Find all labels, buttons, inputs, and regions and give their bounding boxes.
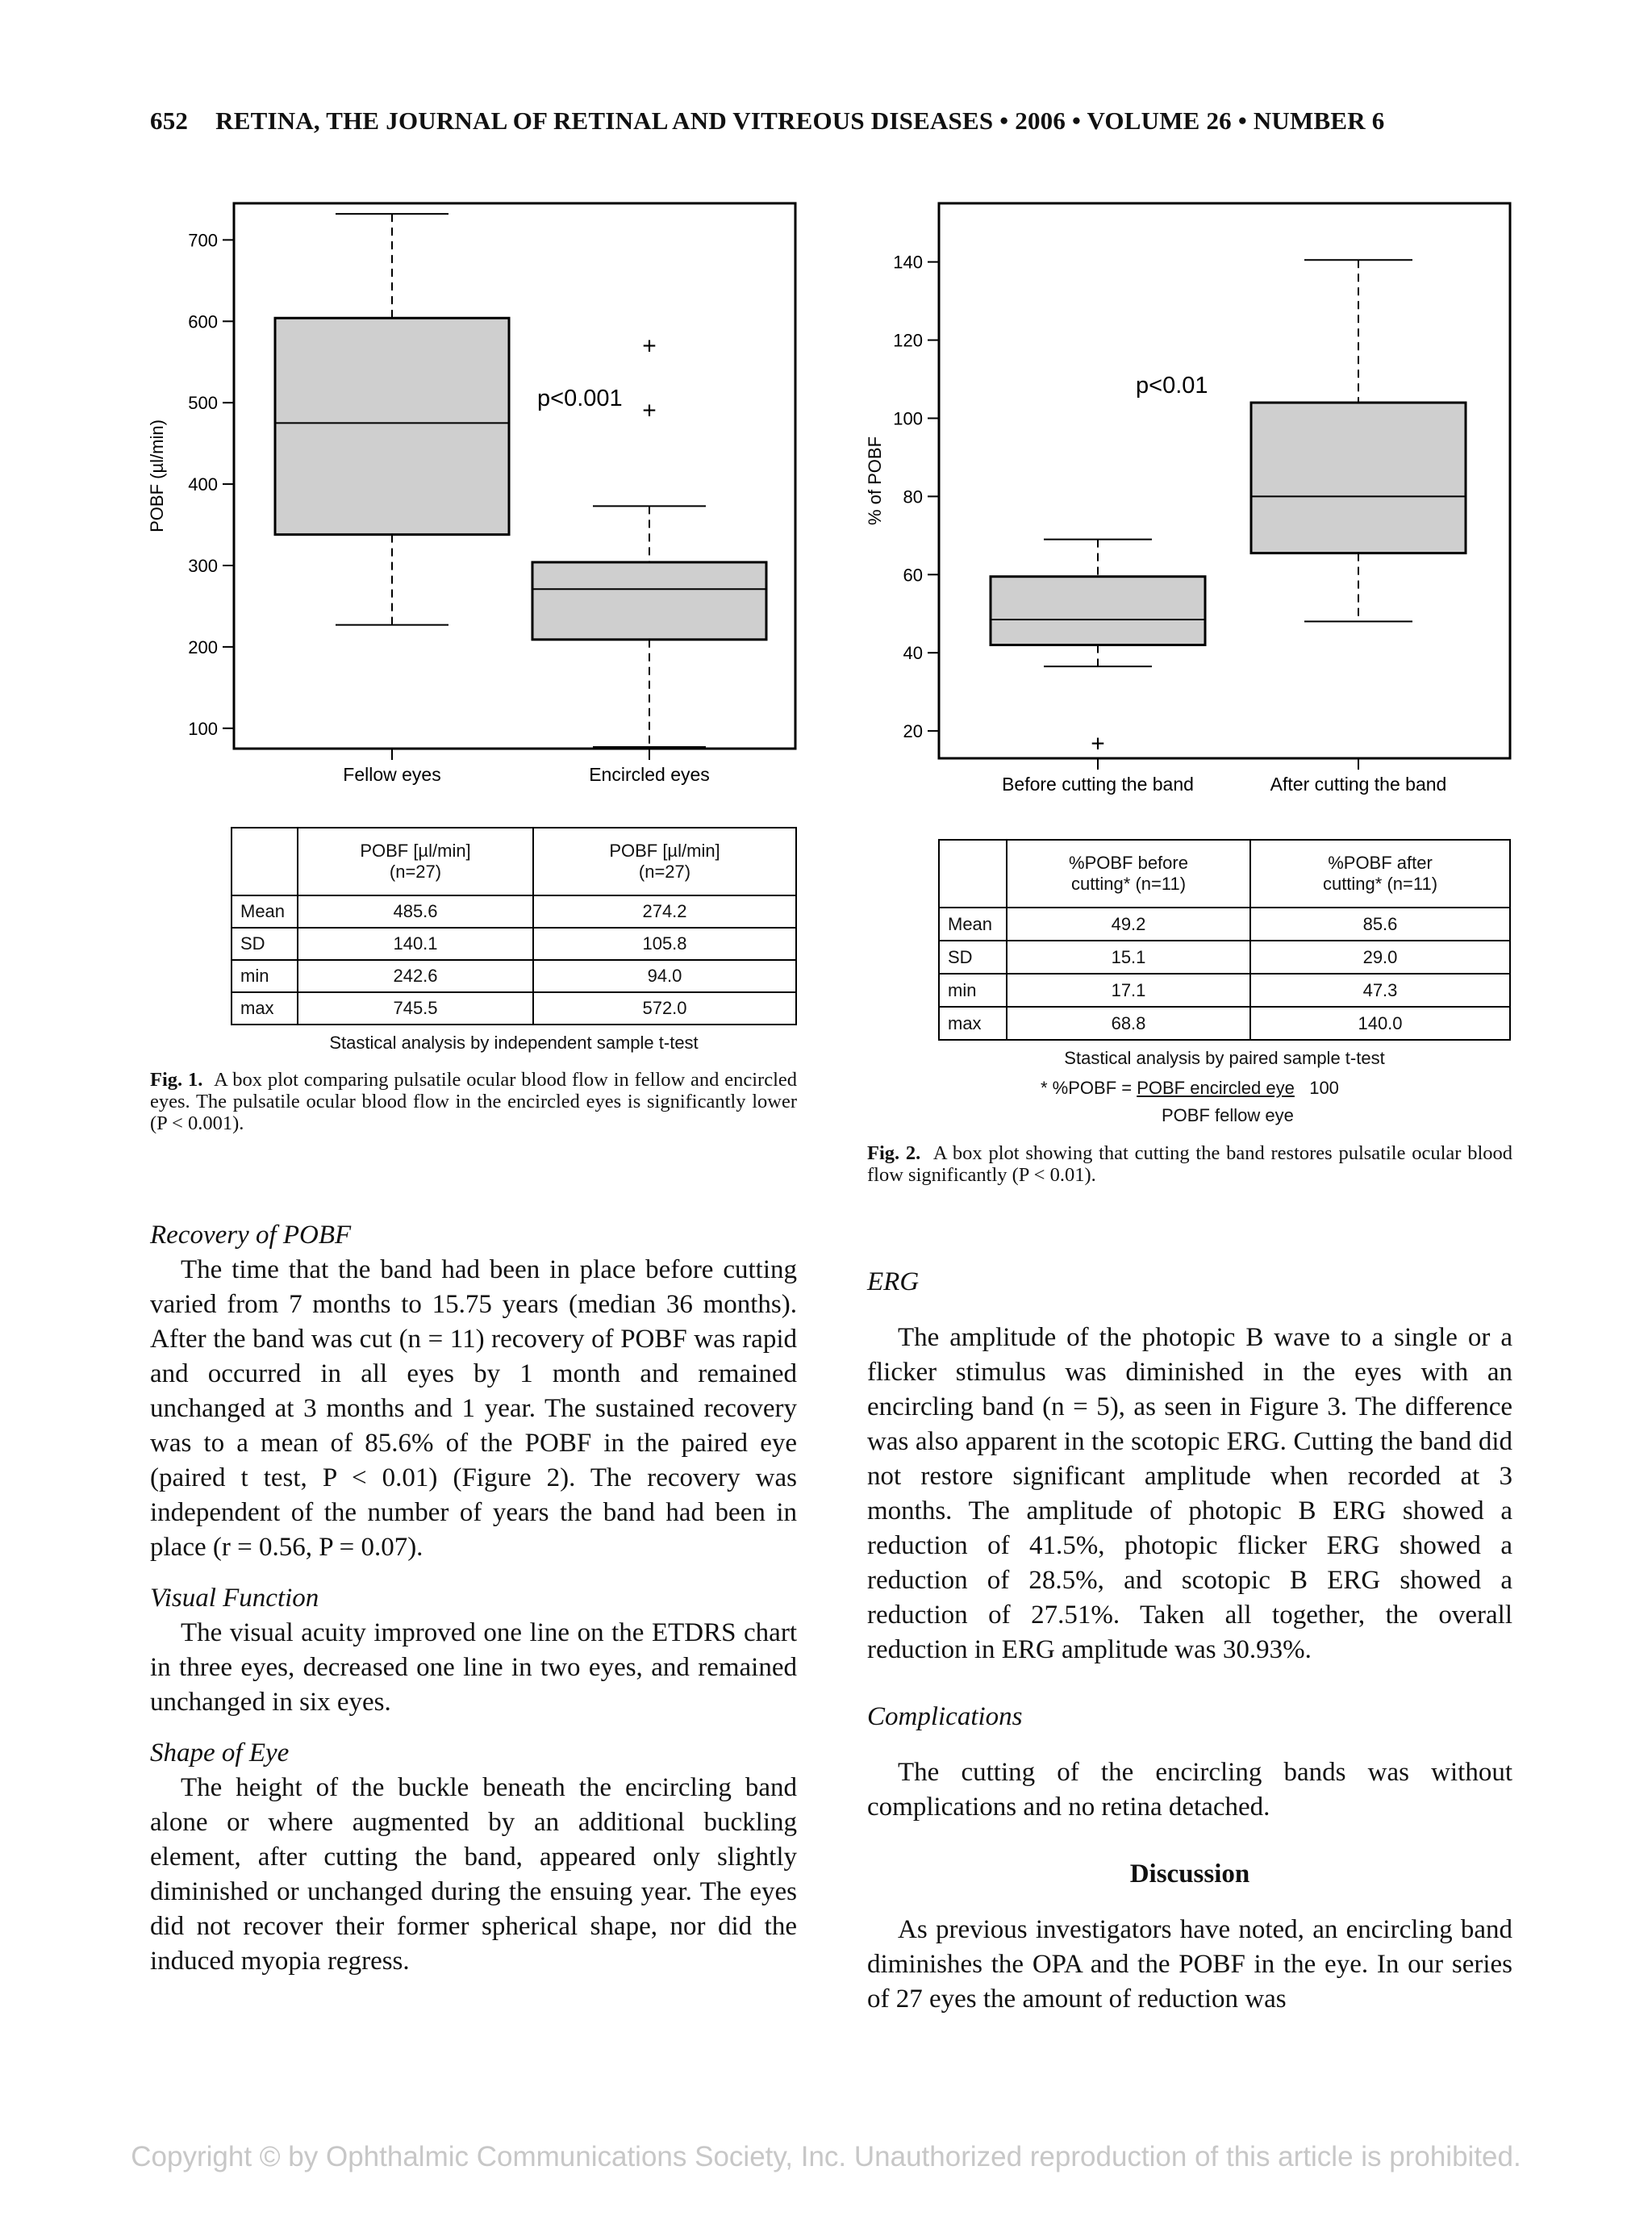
y-tick-label: 200	[188, 636, 218, 657]
x-tick-label: Fellow eyes	[343, 764, 441, 785]
y-tick-label: 300	[188, 555, 218, 576]
page-number: 652	[150, 106, 189, 135]
y-tick-label: 100	[893, 408, 923, 429]
figure-1-label: Fig. 1.	[150, 1069, 203, 1091]
x-tick-label: After cutting the band	[1270, 774, 1447, 795]
outlier-marker: +	[1091, 730, 1105, 757]
y-tick-label: 120	[893, 330, 923, 351]
table-row: max 68.8 140.0	[939, 1007, 1510, 1040]
table-2-note: Stastical analysis by paired sample t-test	[1064, 1048, 1385, 1068]
formula-denominator: POBF fellow eye	[1162, 1105, 1294, 1125]
y-tick-label: 40	[903, 643, 923, 664]
figure-1-table	[231, 827, 797, 1025]
iqr-box	[275, 318, 509, 534]
figure-2-caption-text: A box plot showing that cutting the band restores pulsatile ocular blood flow significantly (P < 0.01).	[867, 1142, 1513, 1186]
heading-complications: Complications	[867, 1702, 1023, 1731]
paragraph-visual-function: The visual acuity improved one line on the ETDRS chart in three eyes, decreased one line in two eyes, and remained unchanged in six eyes.	[150, 1618, 797, 1717]
figure-1-caption-text: A box plot comparing pulsatile ocular blood flow in fellow and encircled eyes. The pulsatile ocular blood flow in the encircled eyes is significantly lower (P < 0.001).	[150, 1069, 798, 1134]
figure-1-caption	[150, 1069, 797, 1134]
paragraph-shape-of-eye: The height of the buckle beneath the encircling band alone or where augmented by an additional buckling element, after cutting the band, appeared only slightly diminished or unchanged during the ensuing year. The eyes did not recover their former spherical shape, nor did the induced myopia regress.	[150, 1773, 797, 1976]
y-axis-label: POBF (µl/min)	[147, 419, 167, 532]
formula-numerator: POBF encircled eye	[1137, 1078, 1295, 1098]
y-axis-label: % of POBF	[865, 436, 885, 526]
table-row: SD 140.1 105.8	[232, 928, 796, 960]
iqr-box	[1251, 403, 1466, 553]
table-header: POBF [µl/min] (n=27)	[533, 828, 796, 895]
p-value-annotation: p<0.01	[1136, 373, 1208, 399]
formula-prefix: * %POBF =	[1041, 1078, 1137, 1098]
p-value-annotation: p<0.001	[537, 386, 623, 411]
heading-shape-of-eye: Shape of Eye	[150, 1738, 290, 1767]
table-corner	[939, 840, 1007, 908]
heading-recovery-of-pobf: Recovery of POBF	[150, 1221, 352, 1250]
heading-visual-function: Visual Function	[150, 1584, 319, 1613]
table-header: %POBF before cutting* (n=11)	[1007, 840, 1250, 908]
y-tick-label: 100	[188, 718, 218, 739]
table-row: min 17.1 47.3	[939, 974, 1510, 1007]
paragraph-discussion: As previous investigators have noted, an encircling band diminishes the OPA and the POBF in the eye. In our series of 27 eyes the amount of reduction was	[867, 1915, 1512, 2014]
y-tick-label: 20	[903, 721, 923, 742]
y-tick-label: 600	[188, 311, 218, 332]
formula-times: 100	[1309, 1078, 1339, 1098]
paragraph-recovery: The time that the band had been in place before cutting varied from 7 months to 15.75 years (median 36 months). After the band was cut (n = 11) recovery of POBF was rapid and occurred in all eyes by 1 month and remained unchanged at 3 months and 1 year. The sustained recovery was to a mean of 85.6% of the POBF in the paired eye (paired t test, P < 0.01) (Figure 2). The recovery was independent of the number of years the band had been in place (r = 0.56, P = 0.07).	[150, 1255, 797, 1562]
figure-2-box-plot	[863, 194, 1525, 807]
left-column	[150, 1218, 797, 1979]
y-tick-label: 60	[903, 565, 923, 586]
table-row: max 745.5 572.0	[232, 992, 796, 1025]
heading-erg: ERG	[867, 1267, 920, 1296]
outlier-marker: +	[642, 332, 657, 360]
iqr-box	[532, 562, 766, 640]
heading-discussion: Discussion	[1129, 1859, 1250, 1889]
running-title: RETINA, THE JOURNAL OF RETINAL AND VITREOUS DISEASES • 2006 • VOLUME 26 • NUMBER 6	[215, 106, 1385, 135]
x-tick-label: Before cutting the band	[1002, 774, 1194, 795]
y-tick-label: 500	[188, 393, 218, 414]
table-row: Mean 485.6 274.2	[232, 895, 796, 928]
table-header: %POBF after cutting* (n=11)	[1250, 840, 1510, 908]
paragraph-erg: The amplitude of the photopic B wave to a single or a flicker stimulus was diminished in the eyes with an encircling band (n = 5), as seen in Figure 3. The difference was also apparent in the scotopic ERG. Cutting the band did not restore significant amplitude when recorded at 3 months. The amplitude of photopic B ERG showed a reduction of 41.5%, photopic flicker ERG showed a reduction of 28.5%, and scotopic B ERG showed a reduction of 27.51%. Taken all together, the overall reduction in ERG amplitude was 30.93%.	[867, 1323, 1512, 1664]
figure-1-box-plot	[145, 194, 815, 791]
figure-2-table	[938, 839, 1511, 1041]
table-1-note: Stastical analysis by independent sample t-test	[329, 1033, 699, 1053]
pobf-formula	[1041, 1078, 1339, 1099]
y-tick-label: 140	[893, 252, 923, 273]
copyright-notice: Copyright © by Ophthalmic Communications Society, Inc. Unauthorized reproduction of this article is prohibited.	[131, 2141, 1521, 2172]
y-tick-label: 400	[188, 474, 218, 495]
table-row: Mean 49.2 85.6	[939, 908, 1510, 941]
iqr-box	[991, 577, 1205, 645]
outlier-marker: +	[642, 397, 657, 424]
table-row: min 242.6 94.0	[232, 960, 796, 992]
y-tick-label: 80	[903, 486, 923, 507]
paragraph-complications: The cutting of the encircling bands was without complications and no retina detached.	[867, 1758, 1512, 1822]
table-corner	[232, 828, 298, 895]
table-row: SD 15.1 29.0	[939, 941, 1510, 974]
running-head	[150, 106, 1521, 136]
table-header: POBF [µl/min] (n=27)	[298, 828, 533, 895]
right-column	[867, 1265, 1512, 2017]
figure-2-label: Fig. 2.	[867, 1142, 921, 1164]
y-tick-label: 700	[188, 230, 218, 251]
x-tick-label: Encircled eyes	[589, 764, 710, 785]
figure-2-caption	[867, 1142, 1512, 1186]
